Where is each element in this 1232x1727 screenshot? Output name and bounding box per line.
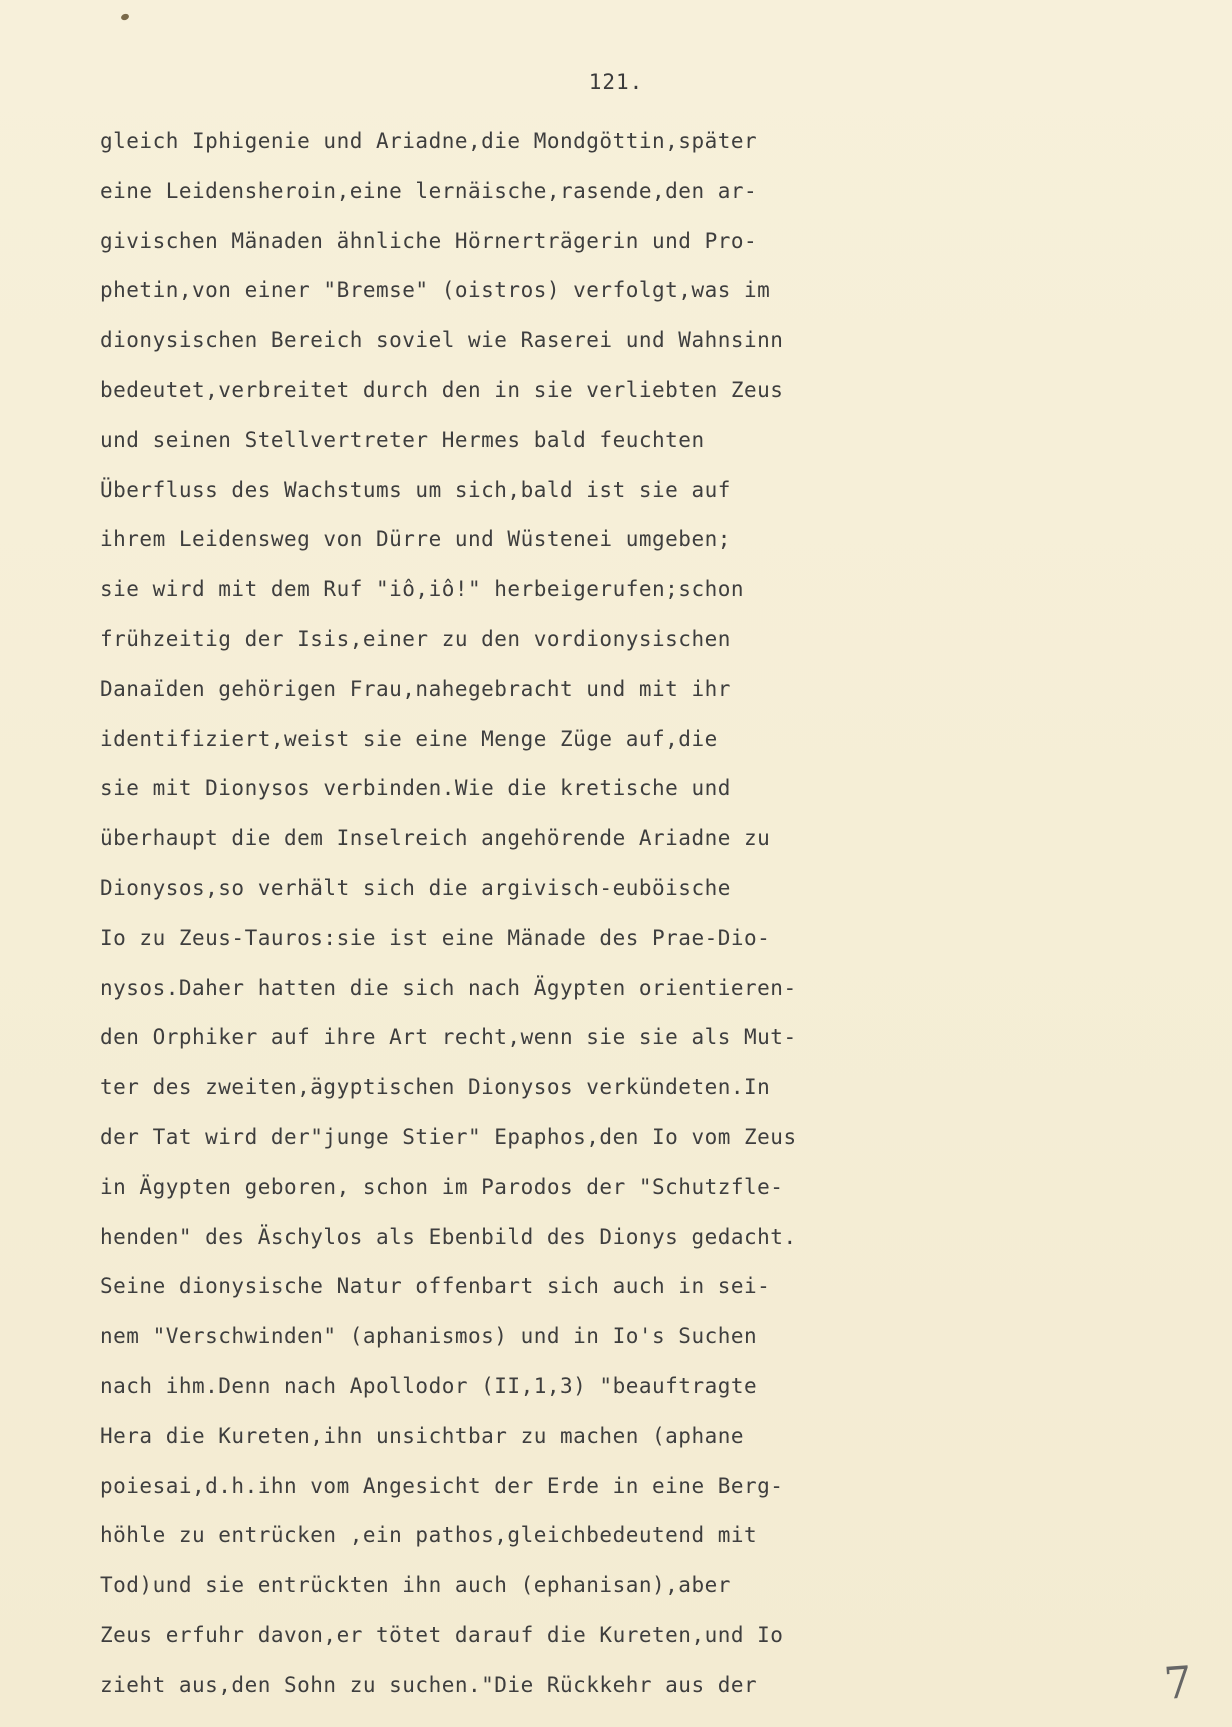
text-line: Tod)und sie entrückten ihn auch (ephanisan),aber [100,1573,731,1598]
typewritten-text [100,121,1140,1715]
text-line: ihrem Leidensweg von Dürre und Wüstenei umgeben; [100,527,731,552]
text-line: nysos.Daher hatten die sich nach Ägypten orientieren- [100,975,797,1000]
text-line: nach ihm.Denn nach Apollodor (II,1,3) "beauftragte [100,1373,758,1398]
text-line: Dionysos,so verhält sich die argivisch-euböische [100,875,731,900]
text-line: Danaïden gehörigen Frau,nahegebracht und mit ihr [100,676,731,701]
text-line: und seinen Stellvertreter Hermes bald feuchten [100,427,705,452]
text-line: Hera die Kureten,ihn unsichtbar zu machen (aphane [100,1423,745,1448]
page-number: 121. [588,70,644,94]
text-line: gleich Iphigenie und Ariadne,die Mondgöttin,später [100,129,758,153]
text-line: Seine dionysische Natur offenbart sich auch in sei- [100,1274,771,1299]
text-line: eine Leidensheroin,eine lernäische,rasende,den ar- [100,178,758,203]
text-line: phetin,von einer "Bremse" (oistros) verfolgt,was im [100,278,771,303]
text-line: Io zu Zeus-Tauros:sie ist eine Mänade des Prae-Dio- [100,925,771,950]
text-line: zieht aus,den Sohn zu suchen."Die Rückkehr aus der [100,1672,758,1697]
text-line: ter des zweiten,ägyptischen Dionysos verkündeten.In [100,1075,771,1100]
handwritten-margin-mark: 7 [1162,1657,1194,1710]
text-line: bedeutet,verbreitet durch den in sie verliebten Zeus [100,377,784,402]
text-line: den Orphiker auf ihre Art recht,wenn sie sie als Mut- [100,1025,797,1050]
text-line: Zeus erfuhr davon,er tötet darauf die Kureten,und Io [100,1622,784,1647]
text-line: sie wird mit dem Ruf "iô,iô!" herbeigerufen;schon [100,577,745,602]
text-line: givischen Mänaden ähnliche Hörnerträgerin und Pro- [100,228,758,253]
text-line: dionysischen Bereich soviel wie Raserei und Wahnsinn [100,328,784,353]
text-line: poiesai,d.h.ihn vom Angesicht der Erde in eine Berg- [100,1473,784,1498]
text-line: höhle zu entrücken ,ein pathos,gleichbedeutend mit [100,1523,758,1548]
text-line: Überfluss des Wachstums um sich,bald ist sie auf [100,477,731,502]
ink-speck [120,13,130,21]
text-line: henden" des Äschylos als Ebenbild des Dionys gedacht. [100,1224,797,1249]
text-line: sie mit Dionysos verbinden.Wie die kretische und [100,776,731,801]
text-line: frühzeitig der Isis,einer zu den vordionysischen [100,626,731,651]
text-line: der Tat wird der"junge Stier" Epaphos,den Io vom Zeus [100,1124,797,1149]
text-line: identifiziert,weist sie eine Menge Züge auf,die [100,726,718,751]
text-line: überhaupt die dem Inselreich angehörende Ariadne zu [100,826,771,851]
text-line: nem "Verschwinden" (aphanismos) und in Io's Suchen [100,1324,758,1349]
text-line: in Ägypten geboren, schon im Parodos der "Schutzfle- [100,1174,784,1199]
